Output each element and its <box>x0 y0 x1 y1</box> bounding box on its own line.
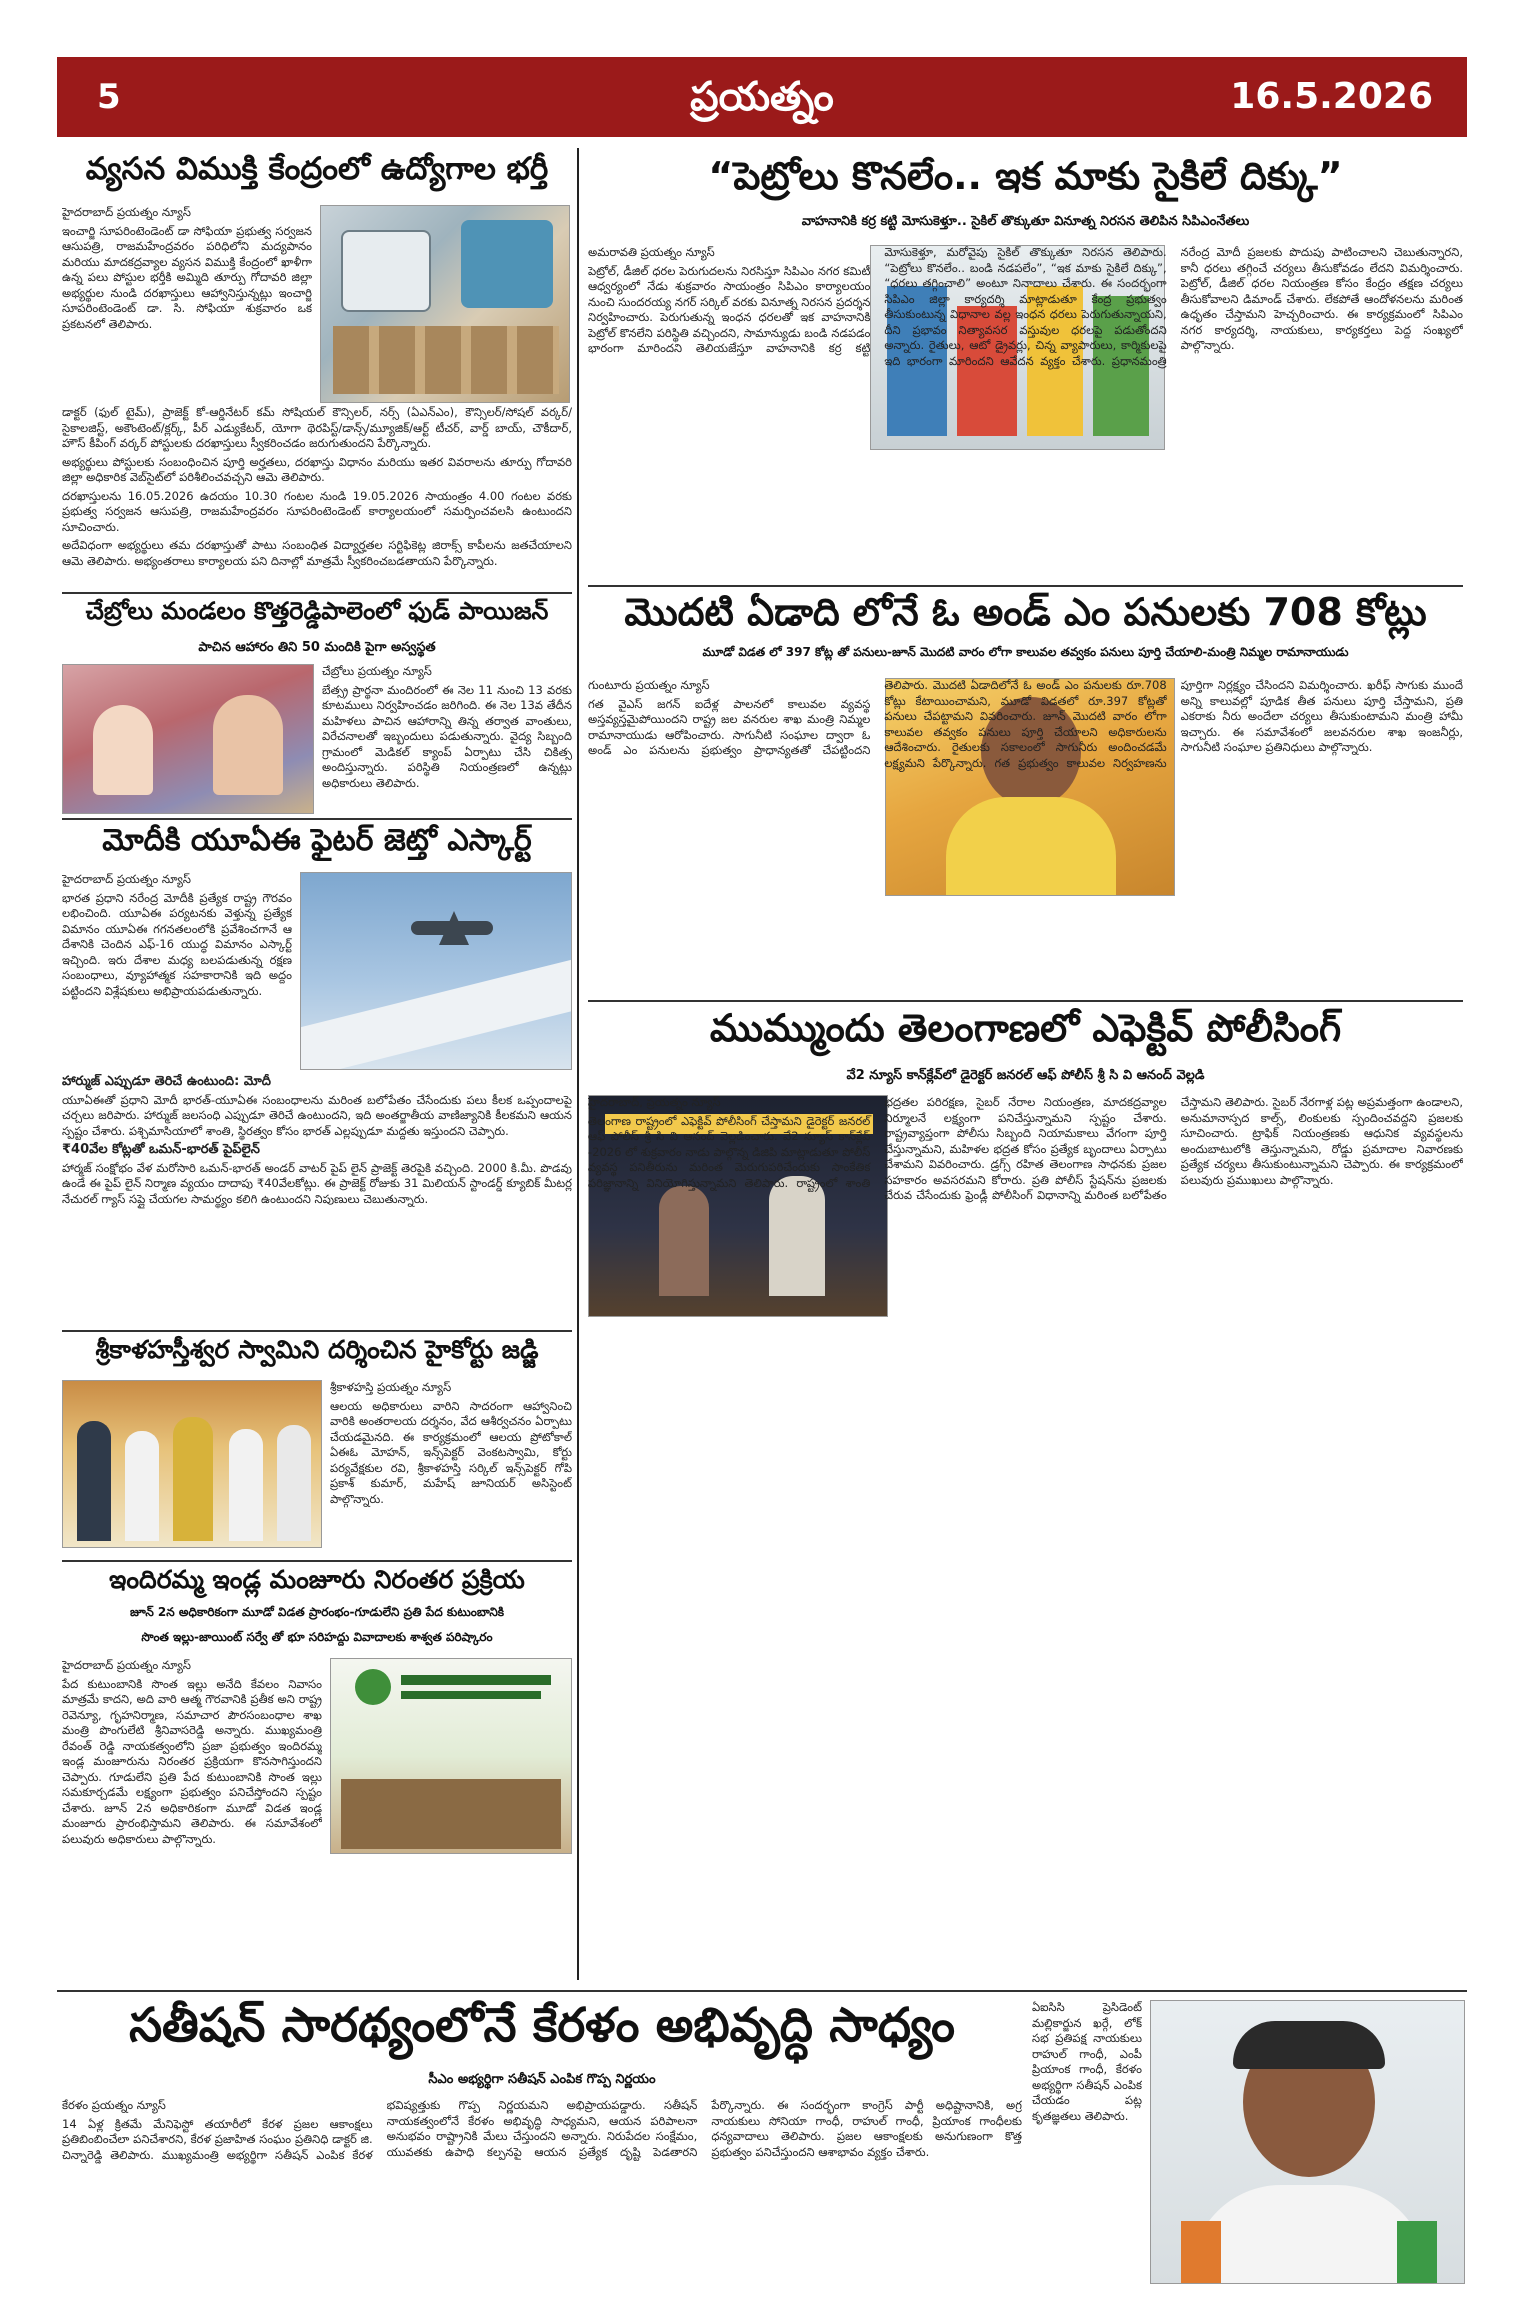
article-body <box>322 664 572 814</box>
satheesan-portrait <box>1150 2000 1465 2284</box>
dateline: హైదరాబాద్ ప్రయత్నం న్యూస్ <box>62 205 191 219</box>
hospital-patients-photo <box>62 664 314 814</box>
article-body <box>62 1074 572 1326</box>
article-divider <box>588 1000 1463 1002</box>
paragraph: అభ్యర్థులు పోస్టులకు సంబంధించిన పూర్తి అర్హతలు, దరఖాస్తు విధానం మరియు ఇతర వివరాలను తూర్పు గోదావరి జిల్లా అధికారిక వెబ్‌సైట్‌లో పరిశీలించవచ్చని ఆమె తెలిపారు. <box>62 454 572 484</box>
article-headline: మోదీకి యూఏఈ ఫైటర్ జెట్తో ఎస్కార్ట్ <box>102 823 532 858</box>
article-divider <box>588 585 1463 587</box>
article-divider <box>62 1330 572 1332</box>
article-subheadline: జూన్ 2న అధికారికంగా మూడో విడత ప్రారంభం-గూడులేని ప్రతి పేద కుటుంబానికి <box>129 1605 505 1619</box>
dateline: శ్రీకాళహస్తి ప్రయత్నం న్యూస్ <box>330 1380 452 1394</box>
dateline: చేబ్రోలు ప్రయత్నం న్యూస్ <box>322 664 432 678</box>
article-body <box>588 245 1463 580</box>
article-headline: చేబ్రోలు మండలం కొత్తరెడ్డిపాలెంలో ఫుడ్ పాయిజన్ <box>85 597 549 625</box>
newspaper-name: ప్రయత్నం <box>690 74 834 120</box>
article-body <box>588 678 1463 996</box>
paragraph: బేత్స్ర ప్రార్థనా మందిరంలో ఈ నెల 11 నుంచి 13 వరకు కూటములు నిర్వహించడం జరిగింది. ఈ నెల 13వ తేదీన మహిళలు పాచిన ఆహారాన్ని తిన్న తర్వాత వాంతులు, విరేచనాలతో ఇబ్బందులు పడుతున్నారు. వైద్య సిబ్బంది గ్రామంలో మెడికల్ క్యాంప్ ఏర్పాటు చేసి చికిత్స అందిస్తున్నారు. పరిస్థితి నియంత్రణలో ఉన్నట్లు అధికారులు తెలిపారు. <box>322 682 572 790</box>
bottom-rule <box>57 1990 1467 1992</box>
page-number: 5 <box>97 77 121 117</box>
section-subhead: ₹40వేల కోట్లతో ఒమన్-భారత్ పైప్‌లైన్ <box>62 1142 260 1157</box>
lead-paragraph: ఇంచార్జి సూపరింటెండెంట్ డా సోఫియా ప్రభుత్వ సర్వజన ఆసుపత్రి, రాజమహేంద్రవరం పరిధిలోని మద్యపానం మరియు మాదకద్రవ్యాల వ్యసన విముక్తి కేంద్రంలో ఖాళీగా ఉన్న పలు పోస్టుల భర్తీకి అమ్మిది తూర్పు గోదావరి జిల్లా అభ్యర్థుల నుండి దరఖాస్తులు ఆహ్వానిస్తున్నట్లు ఇంచార్జి సూపరింటెండెంట్ డా. సి. సోఫియా శుక్రవారం ఒక ప్రకటనలో తెలిపారు. <box>62 223 312 331</box>
article-headline: శ్రీకాళహస్తీశ్వర స్వామిని దర్శించిన హైకోర్టు జడ్జి <box>95 1335 539 1364</box>
fighter-jet-photo <box>300 872 572 1070</box>
article-body <box>62 205 312 405</box>
issue-date: 16.5.2026 <box>1230 76 1433 117</box>
article-body <box>62 405 572 587</box>
dateline: అమరావతి ప్రయత్నం న్యూస్ <box>588 245 715 259</box>
article-headline: ఇందిరమ్మ ఇండ్ల మంజూరు నిరంతర ప్రక్రియ <box>109 1565 525 1594</box>
dateline: హైదరాబాద్, ప్రయత్నం న్యూస్ <box>588 1095 721 1109</box>
article-subheadline: వాహనానికి కర్ర కట్టి మోసుకెళ్తూ.. సైకిల్ తొక్కుతూ వినూత్న నిరసన తెలిపిన సిపిఎంనేతలు <box>801 214 1250 229</box>
paragraph: 14 ఏళ్ల క్రితమే మేనిఫెస్టో తయారీలో కేరళ ప్రజల ఆకాంక్షలు ప్రతిబింబించేలా పనిచేశారని, కేరళ ప్రజాహిత సంఘం ప్రతినిధి డాక్టర్ జి. చిన్నారెడ్డి తెలిపారు. ముఖ్యమంత్రి అభ్యర్థిగా సతీషన్ ఎంపిక కేరళ భవిష్యత్తుకు గొప్ప నిర్ణయమని అభిప్రాయపడ్డారు. సతీషన్ నాయకత్వంలోనే కేరళం అభివృద్ధి సాధ్యమని, ఆయన పరిపాలనా అనుభవం రాష్ట్రానికి మేలు చేస్తుందని అన్నారు. నిరుపేదల సంక్షేమం, యువతకు ఉపాధి కల్పనపై ఆయన ప్రత్యేక దృష్టి పెడతారని పేర్కొన్నారు. ఈ సందర్భంగా కాంగ్రెస్ పార్టీ అధిష్టానానికి, అగ్ర నాయకులు సోనియా గాంధీ, రాహుల్ గాంధీ, ప్రియాంక గాంధీలకు ధన్యవాదాలు తెలిపారు. ప్రజల ఆకాంక్షలకు అనుగుణంగా కొత్త ప్రభుత్వం పనిచేస్తుందని ఆశాభావం వ్యక్తం చేశారు. <box>62 2098 1022 2162</box>
dateline: గుంటూరు ప్రయత్నం న్యూస్ <box>588 678 710 692</box>
article-subheadline: పాచిన ఆహారం తిని 50 మందికి పైగా అస్వస్థత <box>198 640 436 655</box>
article-body <box>62 2098 1022 2278</box>
dateline: హైదరాబాద్ ప్రయత్నం న్యూస్ <box>62 1658 191 1672</box>
article-divider <box>62 1560 572 1562</box>
article-subheadline: సీఎం అభ్యర్థిగా సతీషన్ ఎంపిక గొప్ప నిర్ణయం <box>428 2072 656 2087</box>
article-body <box>588 1095 1463 1980</box>
article-subheadline: మూడో విడత లో 397 కోట్ల తో పనులు-జూన్ మొదటి వారం లోగా కాలువల తవ్వకం పనులు పూర్తి చేయాలి-మంత్రి నిమ్మల రామానాయుడు <box>702 645 1349 659</box>
article-sidebar-text: ఏఐసిసి ప్రెసిడెంట్ మల్లికార్జున ఖర్గే, లోక్ సభ ప్రతిపక్ష నాయకులు రాహుల్ గాంధీ, ఎంపీ ప్రియాంక గాంధీ, కేరళం అభ్యర్థిగా సతీషన్ ఎంపిక చేయడం పట్ల కృతజ్ఞతలు తెలిపారు. <box>1032 2000 1142 2123</box>
article-divider <box>62 592 572 594</box>
article-headline: మొదటి ఏడాది లోనే ఓ అండ్ ఎం పనులకు 708 కోట్లు <box>624 590 1427 634</box>
section-subhead: హార్ముజ్ ఎప్పుడూ తెరిచే ఉంటుంది: మోదీ <box>62 1074 271 1089</box>
paragraph: ఆలయ అధికారులు వారిని సాదరంగా ఆహ్వానించి వారికి అంతరాలయ దర్శనం, వేద ఆశీర్వచనం ఏర్పాటు చేయడమైనది. ఈ కార్యక్రమంలో ఆలయ ప్రోటోకాల్ ఏఈఓ మోహన్, ఇన్స్‌పెక్టర్ వెంకటస్వామి, కోర్టు పర్యవేక్షకుల రవి, శ్రీకాళహస్తి సర్కిల్ ఇన్స్‌పెక్టర్ గోపి ప్రకాశ్ కుమార్, మహేష్ జూనియర్ అసిస్టెంట్ పాల్గొన్నారు. <box>330 1398 572 1506</box>
dateline: కేరళం ప్రయత్నం న్యూస్ <box>62 2098 166 2112</box>
column-rule <box>577 148 579 1980</box>
paragraph: హార్మజ్ సంక్షోభం వేళ మరోసారి ఒమన్-భారత్ అండర్ వాటర్ పైప్ లైన్ ప్రాజెక్ట్ తెరపైకి వచ్చింది. 2000 కి.మీ. పొడవు ఉండే ఈ పైప్ లైన్ నిర్మాణ వ్యయం దాదాపు ₹40వేలకోట్లు. ఈ ప్రాజెక్ట్ రోజుకు 31 మిలియన్ స్టాండర్డ్ క్యూబిక్ మీటర్ల నేచురల్ గ్యాస్ సప్లై చేయగల సామర్థ్యం కలిగి ఉంటుందని నిపుణులు చెబుతున్నారు. <box>62 1160 572 1206</box>
article-body <box>330 1380 572 1548</box>
paragraph: పేద కుటుంబానికి సొంత ఇల్లు అనేది కేవలం నివాసం మాత్రమే కాదని, అది వారి ఆత్మ గౌరవానికి ప్రతీక అని రాష్ట్ర రెవెన్యూ, గృహనిర్మాణ, సమాచార పౌరసంబంధాల శాఖ మంత్రి పొంగులేటి శ్రీనివాసరెడ్డి అన్నారు. ముఖ్యమంత్రి రేవంత్ రెడ్డి నాయకత్వంలోని ప్రజా ప్రభుత్వం ఇందిరమ్మ ఇండ్ల మంజూరును నిరంతర ప్రక్రియగా కొనసాగిస్తుందని చెప్పారు. గూడులేని ప్రతి పేద కుటుంబానికి సొంత ఇల్లు సమకూర్చడమే లక్ష్యంగా ప్రభుత్వం పనిచేస్తోందని స్పష్టం చేశారు. జూన్ 2న అధికారికంగా మూడో విడత ఇండ్ల మంజూరు ప్రారంభిస్తామని తెలిపారు. ఈ సమావేశంలో పలువురు అధికారులు పాల్గొన్నారు. <box>62 1676 322 1846</box>
paragraph: డాక్టర్ (ఫుల్ టైమ్), ప్రాజెక్ట్ కో-ఆర్డినేటర్ కమ్ సోషియల్ కౌన్సిలర్, నర్స్ (ఏఎన్ఎం), కౌన్సిలర్/సోషల్ వర్కర్/సైకాలజిస్ట్, అకౌంటెంట్/క్లర్క్, పీర్ ఎడ్యుకేటర్, యోగా థెరపిస్ట్/డాన్స్/మ్యూజిక్/ఆర్ట్ టీచర్, వార్డ్ బాయ్, చౌకీదార్, హౌస్ కీపింగ్ వర్కర్ పోస్టులకు దరఖాస్తులు స్వీకరించడం జరుగుతుందని పేర్కొన్నారు. <box>62 405 572 450</box>
seized-items-photo <box>320 205 570 403</box>
article-subheadline: వే2 న్యూస్ కాన్‌క్లేవ్‌లో డైరెక్టర్ జనరల్ ఆఫ్ పోలీస్ శ్రీ సి వి ఆనంద్ వెల్లడి <box>846 1068 1205 1083</box>
paragraph: గత వైఎస్ జగన్ ఐదేళ్ల పాలనలో కాలువల వ్యవస్థ అస్తవ్యస్తమైపోయిందని రాష్ట్ర జల వనరుల శాఖ మంత్రి నిమ్మల రామానాయుడు ఆరోపించారు. సాగునీటి సంఘాల ద్వారా ఓ అండ్ ఎం పనులను ప్రభుత్వం ప్రాధాన్యతతో చేపట్టిందని తెలిపారు. మొదటి ఏడాదిలోనే ఓ అండ్ ఎం పనులకు రూ.708 కోట్లు కేటాయించామని, మూడో విడతలో రూ.397 కోట్లతో పనులు చేపట్టామని వివరించారు. జూన్ మొదటి వారం లోగా కాలువల తవ్వకం పనులు పూర్తి చేయాలని అధికారులను ఆదేశించారు. రైతులకు సకాలంలో సాగునీరు అందించడమే లక్ష్యమని పేర్కొన్నారు. గత ప్రభుత్వం కాలువల నిర్వహణను పూర్తిగా నిర్లక్ష్యం చేసిందని విమర్శించారు. ఖరీఫ్ సాగుకు ముందే అన్ని కాలువల్లో పూడిక తీత పనులు పూర్తి చేస్తామని, ప్రతి ఎకరాకు నీరు అందేలా చర్యలు తీసుకుంటామని మంత్రి హామీ ఇచ్చారు. ఈ సమావేశంలో జలవనరుల శాఖ ఇంజనీర్లు, సాగునీటి సంఘాల ప్రతినిధులు పాల్గొన్నారు. <box>588 678 1463 770</box>
paragraph: పెట్రోల్, డీజిల్ ధరల పెరుగుదలను నిరసిస్తూ సిపిఎం నగర కమిటీ ఆధ్వర్యంలో నేడు శుక్రవారం సాయంత్రం సిపిఎం కార్యాలయం నుంచి సుందరయ్య నగర్ సర్కిల్ వరకు వినూత్న నిరసన ప్రదర్శన నిర్వహించారు. పెరుగుతున్న ఇంధన ధరలతో ఇక వాహనానికి పెట్రోల్ కొనలేని పరిస్థితి వచ్చిందని, సామాన్యుడు బండి నడపడం భారంగా మారిందని తెలియజేస్తూ వాహనానికి కర్ర కట్టి మోసుకెళ్తూ, మరోవైపు సైకిల్ తొక్కుతూ నిరసన తెలిపారు. “పెట్రోలు కొనలేం.. బండి నడపలేం”, “ఇక మాకు సైకిలే దిక్కు”, “ధరలు తగ్గించాలి” అంటూ నినాదాలు చేశారు. ఈ సందర్భంగా సిపిఎం జిల్లా కార్యదర్శి మాట్లాడుతూ కేంద్ర ప్రభుత్వం తీసుకుంటున్న విధానాల వల్ల ఇంధన ధరలు పెరుగుతున్నాయని, దీని ప్రభావం నిత్యావసర వస్తువుల ధరలపై పడుతోందని అన్నారు. రైతులు, ఆటో డ్రైవర్లు, చిన్న వ్యాపారులు, కార్మికులపై ఇది భారంగా మారిందని ఆవేదన వ్యక్తం చేశారు. ప్రధానమంత్రి నరేంద్ర మోదీ ప్రజలకు పొదుపు పాటించాలని చెబుతున్నారని, కానీ ధరలు తగ్గించే చర్యలు తీసుకోవడం లేదని విమర్శించారు. పెట్రోల్, డీజిల్ ధరల నియంత్రణ కోసం కేంద్రం తక్షణ చర్యలు తీసుకోవాలని డిమాండ్ చేశారు. లేకపోతే ఆందోళనలను మరింత ఉధృతం చేస్తామని హెచ్చరించారు. ఈ కార్యక్రమంలో సిపిఎం నగర కార్యదర్శి, నాయకులు, కార్యకర్తలు పెద్ద సంఖ్యలో పాల్గొన్నారు. <box>588 245 1463 368</box>
paragraph: దరఖాస్తులను 16.05.2026 ఉదయం 10.30 గంటల నుండి 19.05.2026 సాయంత్రం 4.00 గంటల వరకు ప్రభుత్వ సర్వజన ఆసుపత్రి, రాజమహేంద్రవరం సూపరింటెండెంట్ కార్యాలయంలో సమర్పించవలసి ఉంటుందని సూచించారు. <box>62 488 572 534</box>
article-subheadline: సొంత ఇల్లు-జాయింట్ సర్వే తో భూ సరిహద్దు వివాదాలకు శాశ్వత పరిష్కారం <box>141 1630 493 1644</box>
article-headline: “పెట్రోలు కొనలేం.. ఇక మాకు సైకిలే దిక్కు” <box>708 154 1343 198</box>
paragraph: యూఏఈతో ప్రధాని మోదీ భారత్-యూఏఈ సంబంధాలను మరింత బలోపేతం చేసేందుకు పలు కీలక ఒప్పందాలపై చర్చలు జరిపారు. హార్ముజ్ జలసంధి ఎప్పుడూ తెరిచే ఉంటుందని, ఇది అంతర్జాతీయ వాణిజ్యానికి కీలకమని ఆయన స్పష్టం చేశారు. పశ్చిమాసియాలో శాంతి, స్థిరత్వం కోసం భారత్ ఎల్లప్పుడూ మద్దతు ఇస్తుందని చెప్పారు. <box>62 1092 572 1138</box>
article-divider <box>62 818 572 820</box>
article-headline: ముమ్ముందు తెలంగాణలో ఎఫెక్టివ్ పోలీసింగ్ <box>709 1006 1342 1050</box>
housing-corporation-photo <box>330 1658 572 1854</box>
article-headline: సతీషన్ సారథ్యంలోనే కేరళం అభివృద్ధి సాధ్యం <box>129 1998 955 2053</box>
dateline: హైదరాబాద్ ప్రయత్నం న్యూస్ <box>62 872 191 886</box>
paragraph: తెలంగాణ రాష్ట్రంలో ఎఫెక్టివ్ పోలీసింగ్ చేస్తామని డైరెక్టర్ జనరల్ ఆఫ్ పోలీస్ శ్రీ సి వి ఆనంద్ వెల్లడించారు. వే2 న్యూస్ కాన్‌క్లేవ్ -2026 లో శుక్రవారం నాడు పాల్గొన్న డిజిపి మాట్లాడుతూ పోలీస్ వ్యవస్థ పనితీరును మరింత మెరుగుపరిచేందుకు సాంకేతిక పరిజ్ఞానాన్ని వినియోగిస్తున్నామని తెలిపారు. రాష్ట్రంలో శాంతి భద్రతల పరిరక్షణ, సైబర్ నేరాల నియంత్రణ, మాదకద్రవ్యాల నిర్మూలనే లక్ష్యంగా పనిచేస్తున్నామని స్పష్టం చేశారు. రాష్ట్రవ్యాప్తంగా పోలీసు సిబ్బంది నియామకాలు వేగంగా పూర్తి చేస్తున్నామని, మహిళల భద్రత కోసం ప్రత్యేక బృందాలు ఏర్పాటు చేశామని వివరించారు. డ్రగ్స్ రహిత తెలంగాణ సాధనకు ప్రజల సహకారం అవసరమని కోరారు. ప్రతి పోలీస్ స్టేషన్‌ను ప్రజలకు చేరువ చేసేందుకు ఫ్రెండ్లీ పోలీసింగ్ విధానాన్ని మరింత బలోపేతం చేస్తామని తెలిపారు. సైబర్ నేరగాళ్ల పట్ల అప్రమత్తంగా ఉండాలని, అనుమానాస్పద కాల్స్, లింకులకు స్పందించవద్దని ప్రజలకు సూచించారు. ట్రాఫిక్ నియంత్రణకు ఆధునిక వ్యవస్థలను అందుబాటులోకి తెస్తున్నామని, రోడ్డు ప్రమాదాల నివారణకు ప్రత్యేక చర్యలు తీసుకుంటున్నామని చెప్పారు. ఈ కార్యక్రమంలో పలువురు ప్రముఖులు పాల్గొన్నారు. <box>588 1095 1463 1202</box>
article-headline: వ్యసన విముక్తి కేంద్రంలో ఉద్యోగాల భర్తీ <box>85 151 549 187</box>
lead-paragraph: భారత ప్రధాని నరేంద్ర మోదీకి ప్రత్యేక రాష్ట్ర గౌరవం లభించింది. యూఏఈ పర్యటనకు వెళ్తున్న ప్రత్యేక విమానం యూఏఈ గగనతలంలోకి ప్రవేశించగానే ఆ దేశానికి చెందిన ఎఫ్-16 యుద్ధ విమానం ఎస్కార్ట్ ఇచ్చింది. ఇరు దేశాల మధ్య బలపడుతున్న రక్షణ సంబంధాలు, వ్యూహాత్మక సహకారానికి ఇది అద్దం పట్టిందని విశ్లేషకులు అభిప్రాయపడుతున్నారు. <box>62 890 292 998</box>
temple-visit-photo <box>62 1380 322 1548</box>
article-body <box>62 1658 322 1980</box>
masthead <box>57 57 1467 137</box>
paragraph: అదేవిధంగా అభ్యర్థులు తమ దరఖాస్తుతో పాటు సంబంధిత విద్యార్హతల సర్టిఫికెట్ల జిరాక్స్ కాపీలను జతచేయాలని ఆమె తెలిపారు. అభ్యంతరాలు కార్యాలయ పని దినాల్లో మాత్రమే స్వీకరించబడతాయని పేర్కొన్నారు. <box>62 538 572 568</box>
article-body <box>62 872 292 1072</box>
